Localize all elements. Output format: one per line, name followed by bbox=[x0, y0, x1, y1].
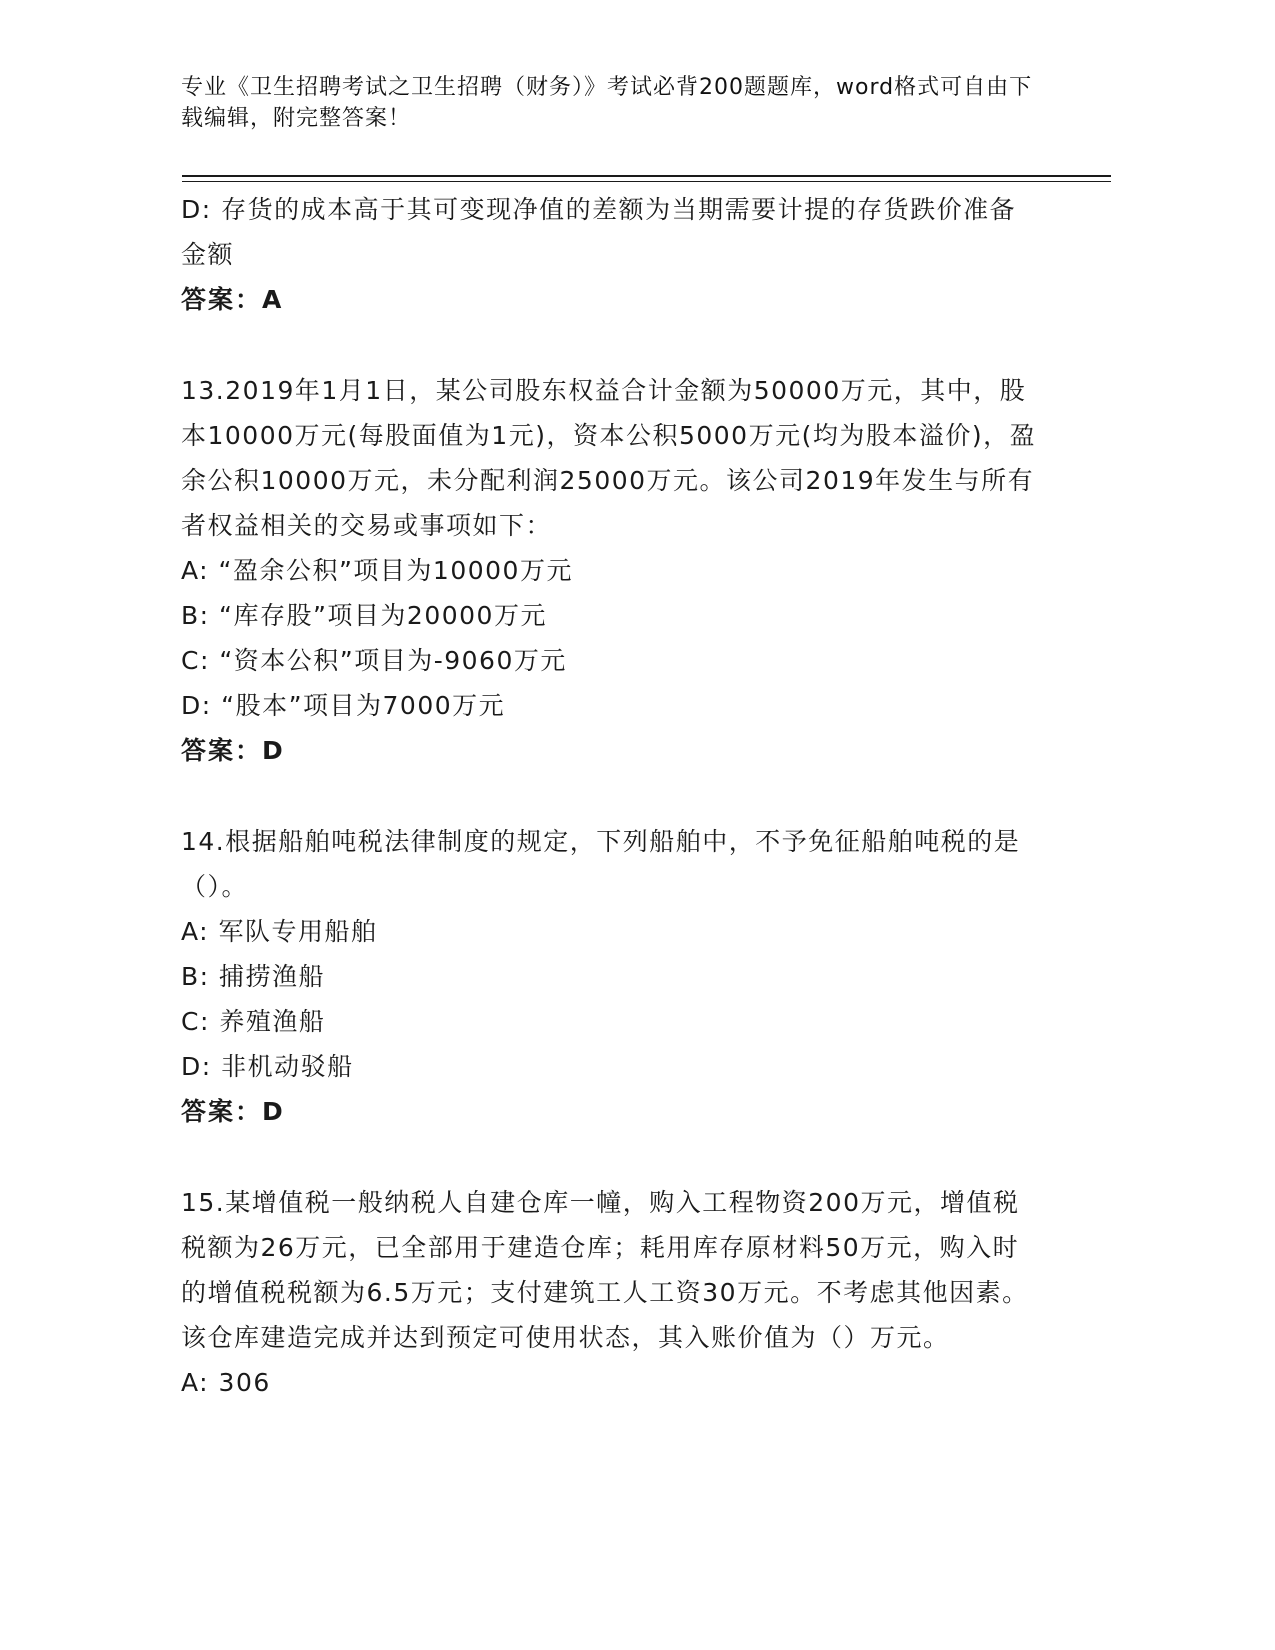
question-13 bbox=[181, 368, 1041, 773]
option-b: B: “库存股”项目为20000万元 bbox=[181, 601, 547, 630]
option-a: A: 306 bbox=[181, 1368, 271, 1397]
previous-question-tail bbox=[181, 187, 1041, 322]
header-title: 专业《卫生招聘考试之卫生招聘（财务）》考试必背200题题库，word格式可自由下载编辑，附完整答案！ bbox=[181, 75, 1033, 131]
option-a: A: “盈余公积”项目为10000万元 bbox=[181, 556, 573, 585]
option-b: B: 捕捞渔船 bbox=[181, 962, 326, 991]
option-d: D: 存货的成本高于其可变现净值的差额为当期需要计提的存货跌价准备金额 bbox=[181, 195, 1017, 269]
header-rule-thick bbox=[182, 175, 1111, 177]
option-c: C: 养殖渔船 bbox=[181, 1007, 326, 1036]
option-d: D: 非机动驳船 bbox=[181, 1052, 354, 1081]
question-stem: 15.某增值税一般纳税人自建仓库一幢，购入工程物资200万元，增值税税额为26万元，已全部用于建造仓库；耗用库存原材料50万元，购入时的增值税税额为6.5万元；支付建筑工人工资30万元。不考虑其他因素。该仓库建造完成并达到预定可使用状态，其入账价值为（）万元。 bbox=[181, 1188, 1029, 1352]
answer-line: 答案：D bbox=[181, 1097, 285, 1126]
option-a: A: 军队专用船舶 bbox=[181, 917, 378, 946]
document-body bbox=[181, 187, 1041, 1405]
answer-line: 答案：D bbox=[181, 736, 285, 765]
header-rule-thin bbox=[182, 181, 1111, 182]
paragraph-gap bbox=[181, 322, 1041, 368]
paragraph-gap bbox=[181, 1134, 1041, 1180]
document-header bbox=[181, 72, 1041, 134]
option-d: D: “股本”项目为7000万元 bbox=[181, 691, 506, 720]
paragraph-gap bbox=[181, 773, 1041, 819]
question-stem: 14.根据船舶吨税法律制度的规定，下列船舶中，不予免征船舶吨税的是（）。 bbox=[181, 827, 1021, 901]
option-c: C: “资本公积”项目为-9060万元 bbox=[181, 646, 567, 675]
answer-line: 答案：A bbox=[181, 285, 284, 314]
question-stem: 13.2019年1月1日，某公司股东权益合计金额为50000万元，其中，股本10000万元(每股面值为1元)，资本公积5000万元(均为股本溢价)，盈余公积10000万元，未分配利润25000万元。该公司2019年发生与所有者权益相关的交易或事项如下： bbox=[181, 376, 1037, 540]
question-15 bbox=[181, 1180, 1041, 1405]
question-14 bbox=[181, 819, 1041, 1134]
